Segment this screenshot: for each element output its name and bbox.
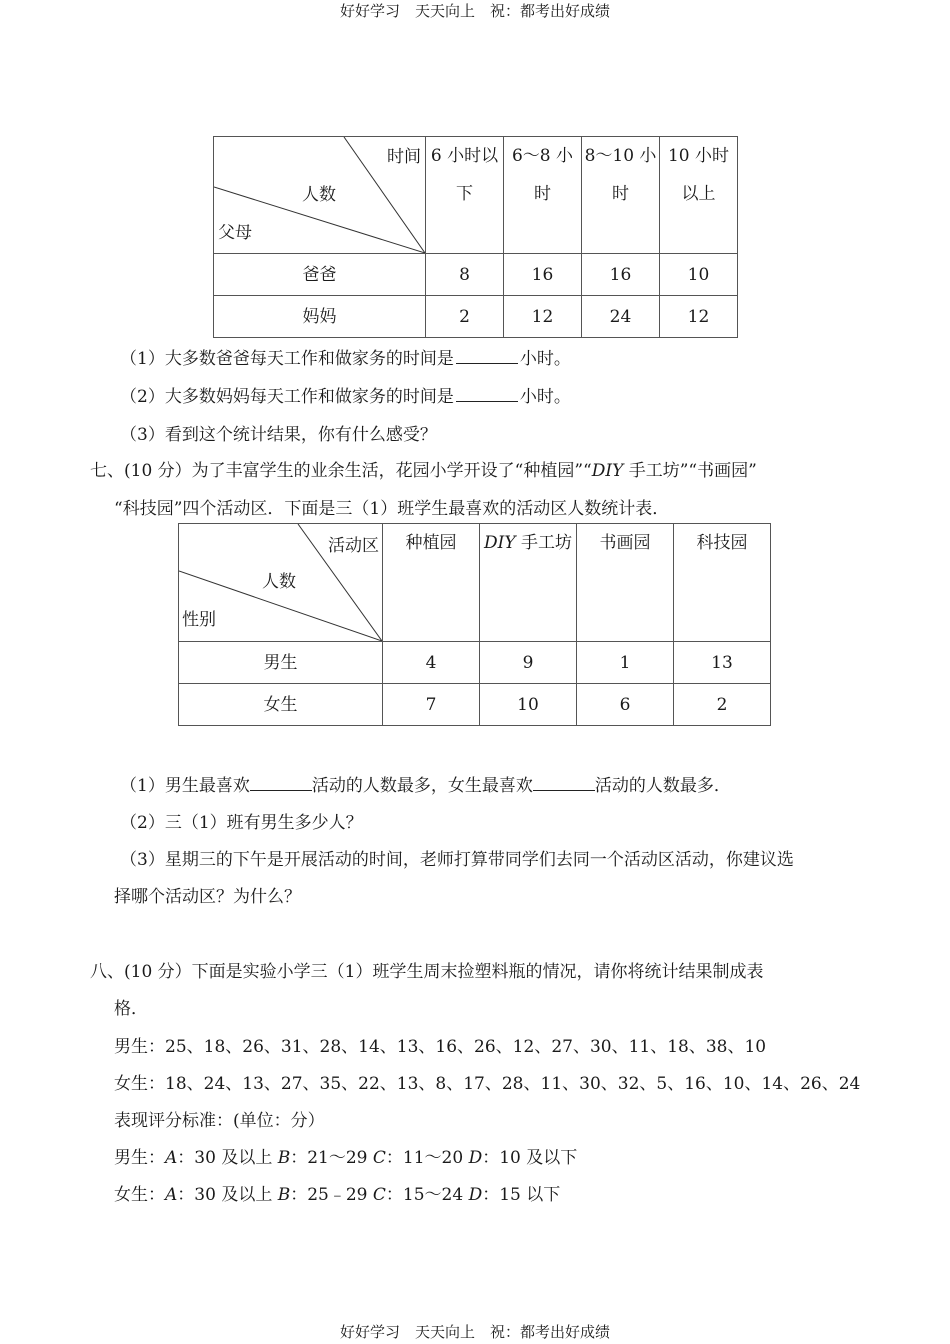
table-corner-header: [214, 137, 426, 254]
table-row: [179, 642, 771, 684]
corner-label-count: 人数: [302, 185, 336, 205]
question-text: 活动的人数最多．: [594, 776, 731, 796]
corner-label-gender: 性别: [182, 610, 216, 630]
table-cell: 13: [674, 642, 771, 684]
std-text: ：21～29: [290, 1148, 373, 1168]
boys-standard: [114, 1143, 577, 1168]
table-row: [179, 684, 771, 726]
std-text: ：30 及以上: [177, 1148, 278, 1168]
column-header-line: 以上: [681, 184, 716, 204]
row-label: 爸爸: [214, 254, 426, 296]
question-6-2: [120, 382, 571, 407]
table-cell: 8: [426, 254, 504, 296]
corner-label-time: 时间: [387, 147, 421, 167]
std-text: 男生：: [114, 1148, 165, 1168]
question-7-3-line2: 择哪个活动区？为什么？: [114, 887, 301, 907]
column-header-line: 下: [456, 184, 473, 204]
question-text: 小时。: [519, 349, 571, 369]
table-row: [214, 296, 738, 338]
table-cell: 12: [504, 296, 582, 338]
row-label: 男生: [179, 642, 383, 684]
corner-label-activity: 活动区: [328, 536, 379, 556]
question-text: 小时。: [519, 387, 571, 407]
table-cell: 10: [480, 684, 577, 726]
column-header: [426, 137, 504, 254]
column-header: 种植园: [383, 524, 480, 642]
scoring-standard: 表现评分标准：(单位：分）: [114, 1111, 325, 1131]
work-hours-table: [213, 136, 738, 338]
grade-letter: B: [277, 1148, 291, 1168]
section-8-title-line2: 格．: [114, 999, 148, 1019]
column-header-line: 8～10 小: [584, 146, 657, 166]
question-text: （2）大多数妈妈每天工作和做家务的时间是: [120, 387, 454, 407]
column-header-text: 手工坊: [515, 533, 572, 553]
table-cell: 1: [577, 642, 674, 684]
question-text: （1）大多数爸爸每天工作和做家务的时间是: [120, 349, 454, 369]
answer-blank[interactable]: [250, 774, 312, 791]
table-cell: 6: [577, 684, 674, 726]
page-header: 好好学习 天天向上 祝：都考出好成绩: [339, 2, 610, 20]
std-text: ：11～20: [385, 1148, 469, 1168]
question-7-2: （2）三（1）班有男生多少人？: [120, 813, 363, 833]
std-text: 女生：: [114, 1185, 165, 1205]
page-footer: 好好学习 天天向上 祝：都考出好成绩: [339, 1323, 610, 1341]
column-header: [504, 137, 582, 254]
title-text: 手工坊”“书画园”: [623, 461, 757, 481]
row-label: 女生: [179, 684, 383, 726]
title-text: 七、(10 分）为了丰富学生的业余生活，花园小学开设了“种植园”“: [90, 461, 592, 481]
grade-letter: D: [468, 1148, 483, 1168]
column-header: 书画园: [577, 524, 674, 642]
corner-label-count: 人数: [262, 572, 296, 592]
answer-blank[interactable]: [533, 774, 595, 791]
column-header-line: 时: [612, 184, 629, 204]
section-8-title-line1: 八、(10 分）下面是实验小学三（1）班学生周末捡塑料瓶的情况，请你将统计结果制成表: [90, 962, 764, 982]
column-header: 科技园: [674, 524, 771, 642]
question-text: 活动的人数最多，女生最喜欢: [311, 776, 533, 796]
question-text: （1）男生最喜欢: [120, 776, 250, 796]
answer-blank[interactable]: [456, 385, 518, 402]
column-header: [582, 137, 660, 254]
column-header: [660, 137, 738, 254]
table-cell: 10: [660, 254, 738, 296]
std-text: ：15～24: [385, 1185, 469, 1205]
column-header-line: 10 小时: [667, 146, 730, 166]
std-text: ：10 及以下: [482, 1148, 578, 1168]
activity-table: [178, 523, 771, 726]
row-label: 妈妈: [214, 296, 426, 338]
question-6-1: [120, 344, 571, 369]
boys-data: 男生：25、18、26、31、28、14、13、16、26、12、27、30、11、18、38、10: [114, 1037, 767, 1057]
grade-letter: D: [468, 1185, 483, 1205]
title-text-italic: DIY: [591, 461, 624, 481]
question-7-3-line1: （3）星期三的下午是开展活动的时间，老师打算带同学们去同一个活动区活动，你建议选: [120, 850, 794, 870]
table-cell: 2: [426, 296, 504, 338]
table-cell: 9: [480, 642, 577, 684]
girls-data: 女生：18、24、13、27、35、22、13、8、17、28、11、30、32、5、16、10、14、26、24: [114, 1074, 861, 1094]
column-header: [480, 524, 577, 642]
table-row: [214, 254, 738, 296]
grade-letter: A: [165, 1185, 178, 1205]
grade-letter: C: [372, 1185, 386, 1205]
girls-standard: [114, 1180, 560, 1205]
table-cell: 12: [660, 296, 738, 338]
question-7-1: [120, 771, 731, 796]
column-header-line: 时: [534, 184, 551, 204]
table-corner-header: [179, 524, 383, 642]
column-header-line: 6～8 小: [511, 146, 574, 166]
answer-blank[interactable]: [456, 347, 518, 364]
section-7-title-line2: “科技园”四个活动区．下面是三（1）班学生最喜欢的活动区人数统计表．: [114, 499, 670, 519]
grade-letter: B: [277, 1185, 291, 1205]
grade-letter: A: [165, 1148, 178, 1168]
std-text: ：30 及以上: [177, 1185, 278, 1205]
column-header-italic: DIY: [484, 533, 516, 553]
std-text: ：25﹣29: [290, 1185, 373, 1205]
table-cell: 4: [383, 642, 480, 684]
question-6-3: （3）看到这个统计结果，你有什么感受？: [120, 425, 437, 445]
table-cell: 16: [582, 254, 660, 296]
table-cell: 16: [504, 254, 582, 296]
grade-letter: C: [372, 1148, 386, 1168]
corner-label-parent: 父母: [218, 223, 252, 243]
column-header-line: 6 小时以: [430, 146, 499, 166]
table-cell: 24: [582, 296, 660, 338]
table-cell: 2: [674, 684, 771, 726]
table-cell: 7: [383, 684, 480, 726]
section-7-title-line1: [90, 456, 757, 481]
std-text: ：15 以下: [482, 1185, 561, 1205]
